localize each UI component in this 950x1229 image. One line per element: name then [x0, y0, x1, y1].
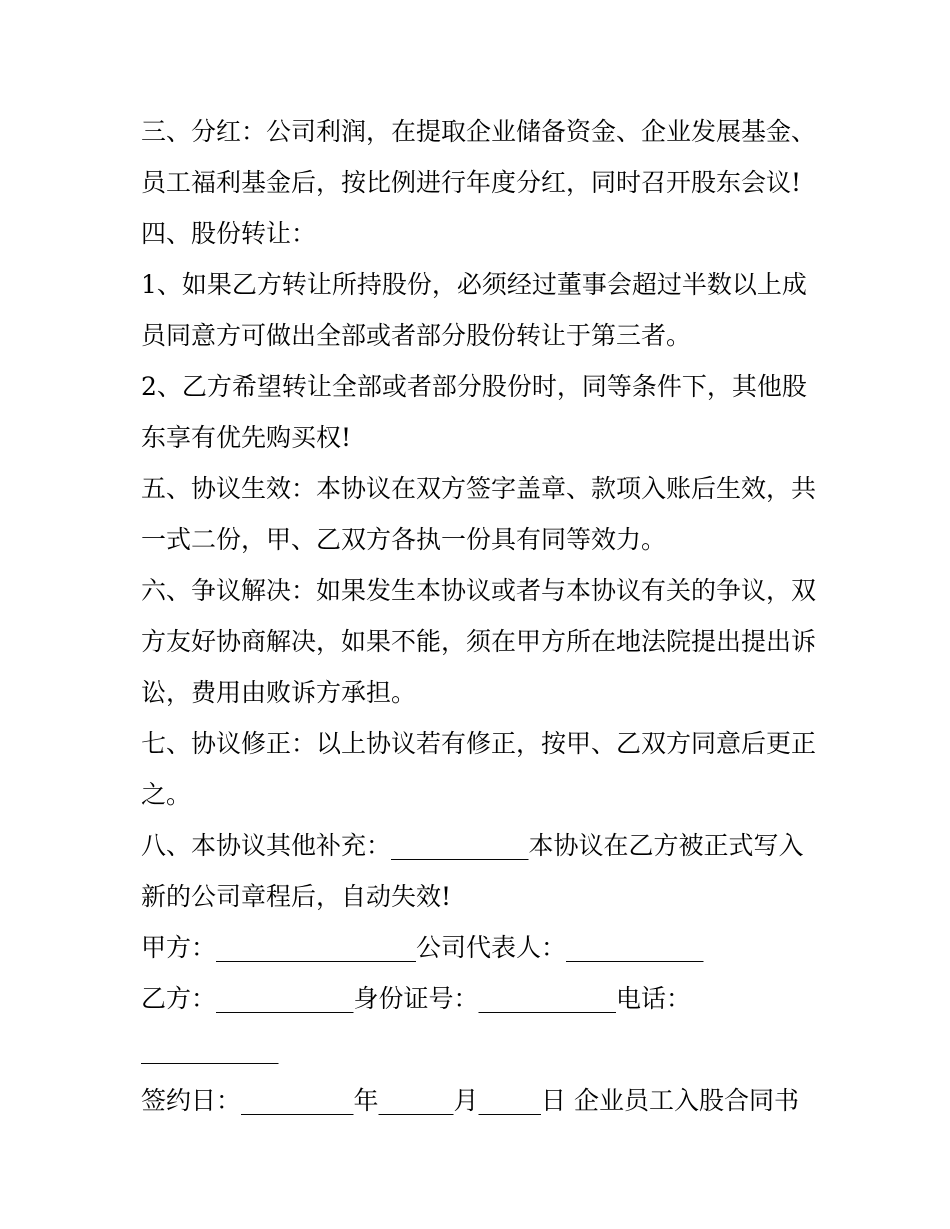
signing-date-line: 签约日：_________年______月_____日 企业员工入股合同书 — [141, 1086, 799, 1115]
clause-dispute-line-1: 六、争议解决：如果发生本协议或者与本协议有关的争议，双 — [141, 576, 817, 605]
clause-effectiveness-line-2: 一式二份，甲、乙双方各执一份具有同等效力。 — [141, 525, 667, 554]
clause-dividend-line-1: 三、分红：公司利润，在提取企业储备资金、企业发展基金、 — [141, 117, 817, 146]
party-b-signature-line: 乙方：___________身份证号：___________电话： — [141, 984, 692, 1013]
document-body — [141, 106, 821, 1126]
clause-amendment-line-2: 之。 — [141, 780, 192, 809]
clause-share-transfer-heading: 四、股份转让： — [141, 219, 317, 248]
clause-supplement-line-1: 八、本协议其他补充：___________本协议在乙方被正式写入 — [141, 831, 804, 860]
clause-dispute-line-2: 方友好协商解决，如果不能，须在甲方所在地法院提出提出诉 — [141, 627, 817, 656]
clause-dispute-line-3: 讼，费用由败诉方承担。 — [141, 678, 417, 707]
clause-share-transfer-item-2-line-1: 2、乙方希望转让全部或者部分股份时，同等条件下，其他股 — [141, 372, 807, 401]
party-b-phone-blank: ___________ — [141, 1035, 279, 1064]
clause-effectiveness-line-1: 五、协议生效：本协议在双方签字盖章、款项入账后生效，共 — [141, 474, 817, 503]
clause-amendment-line-1: 七、协议修正：以上协议若有修正，按甲、乙双方同意后更正 — [141, 729, 817, 758]
clause-dividend-line-2: 员工福利基金后，按比例进行年度分红，同时召开股东会议! — [141, 168, 802, 197]
clause-share-transfer-item-1-line-2: 员同意方可做出全部或者部分股份转让于第三者。 — [141, 321, 692, 350]
clause-share-transfer-item-2-line-2: 东享有优先购买权! — [141, 423, 352, 452]
clause-supplement-line-2: 新的公司章程后，自动失效! — [141, 882, 452, 911]
party-a-signature-line: 甲方：________________公司代表人：___________ — [141, 933, 704, 962]
clause-share-transfer-item-1-line-1: 1、如果乙方转让所持股份，必须经过董事会超过半数以上成 — [141, 270, 807, 299]
